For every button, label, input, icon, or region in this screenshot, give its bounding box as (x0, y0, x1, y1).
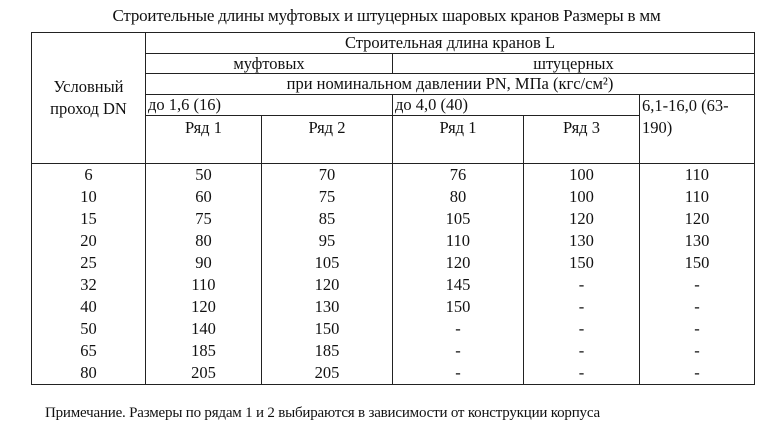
table-row (32, 186, 755, 208)
length-cell: 130 (640, 230, 755, 252)
length-cell: 120 (262, 274, 393, 296)
pressure-group-2: до 4,0 (40) (393, 95, 640, 116)
length-cell: 120 (524, 208, 640, 230)
length-cell: - (393, 340, 524, 362)
length-cell: - (393, 362, 524, 385)
length-cell: 70 (262, 164, 393, 187)
dn-cell: 6 (32, 164, 146, 187)
length-cell: - (524, 318, 640, 340)
dn-cell: 25 (32, 252, 146, 274)
length-cell: 110 (393, 230, 524, 252)
length-cell: 76 (393, 164, 524, 187)
table-row (32, 252, 755, 274)
length-cell: - (640, 340, 755, 362)
length-cell: 80 (146, 230, 262, 252)
length-cell: 85 (262, 208, 393, 230)
length-cell: 205 (262, 362, 393, 385)
length-cell: - (524, 296, 640, 318)
length-cell: 90 (146, 252, 262, 274)
dn-cell: 80 (32, 362, 146, 385)
pressure-group-3: 6,1-16,0 (63-190) (640, 95, 755, 164)
length-cell: 60 (146, 186, 262, 208)
dn-cell: 15 (32, 208, 146, 230)
ball-valve-lengths-table (31, 32, 755, 385)
pressure-header: при номинальном давлении PN, МПа (кгс/см²) (146, 74, 755, 95)
table-row (32, 340, 755, 362)
table-row (32, 230, 755, 252)
length-cell: 110 (640, 186, 755, 208)
length-cell: - (640, 274, 755, 296)
series-header: Ряд 1 (146, 116, 262, 164)
table-row (32, 208, 755, 230)
length-cell: - (524, 274, 640, 296)
length-cell: 140 (146, 318, 262, 340)
length-cell: 75 (146, 208, 262, 230)
table-row (32, 362, 755, 385)
table-row (32, 296, 755, 318)
table-row (32, 318, 755, 340)
length-cell: 130 (524, 230, 640, 252)
length-cell: - (524, 362, 640, 385)
table-row (32, 274, 755, 296)
length-header: Строительная длина кранов L (146, 33, 755, 54)
dn-cell: 32 (32, 274, 146, 296)
fitting-header: штуцерных (393, 54, 755, 74)
length-cell: 80 (393, 186, 524, 208)
length-cell: 95 (262, 230, 393, 252)
length-cell: - (640, 318, 755, 340)
length-cell: 150 (640, 252, 755, 274)
length-cell: 120 (393, 252, 524, 274)
length-cell: 185 (146, 340, 262, 362)
dn-header: Условный проход DN (32, 33, 146, 164)
coupling-header: муфтовых (146, 54, 393, 74)
length-cell: - (640, 296, 755, 318)
table-row (32, 164, 755, 187)
footnote: Примечание. Размеры по рядам 1 и 2 выбираются в зависимости от конструкции корпуса (45, 405, 600, 421)
dn-cell: 65 (32, 340, 146, 362)
length-cell: 105 (262, 252, 393, 274)
length-cell: 150 (524, 252, 640, 274)
length-cell: - (524, 340, 640, 362)
series-header: Ряд 2 (262, 116, 393, 164)
length-cell: 100 (524, 186, 640, 208)
length-cell: 205 (146, 362, 262, 385)
series-header: Ряд 3 (524, 116, 640, 164)
length-cell: 50 (146, 164, 262, 187)
length-cell: 105 (393, 208, 524, 230)
length-cell: 150 (393, 296, 524, 318)
dn-cell: 20 (32, 230, 146, 252)
series-header: Ряд 1 (393, 116, 524, 164)
length-cell: - (640, 362, 755, 385)
length-cell: 120 (640, 208, 755, 230)
dn-cell: 10 (32, 186, 146, 208)
length-cell: 145 (393, 274, 524, 296)
length-cell: 130 (262, 296, 393, 318)
document-title: Строительные длины муфтовых и штуцерных шаровых кранов Размеры в мм (112, 6, 661, 25)
length-cell: 185 (262, 340, 393, 362)
length-cell: - (393, 318, 524, 340)
dn-cell: 50 (32, 318, 146, 340)
length-cell: 110 (146, 274, 262, 296)
length-cell: 110 (640, 164, 755, 187)
length-cell: 100 (524, 164, 640, 187)
pressure-group-1: до 1,6 (16) (146, 95, 393, 116)
length-cell: 75 (262, 186, 393, 208)
length-cell: 150 (262, 318, 393, 340)
dn-cell: 40 (32, 296, 146, 318)
length-cell: 120 (146, 296, 262, 318)
